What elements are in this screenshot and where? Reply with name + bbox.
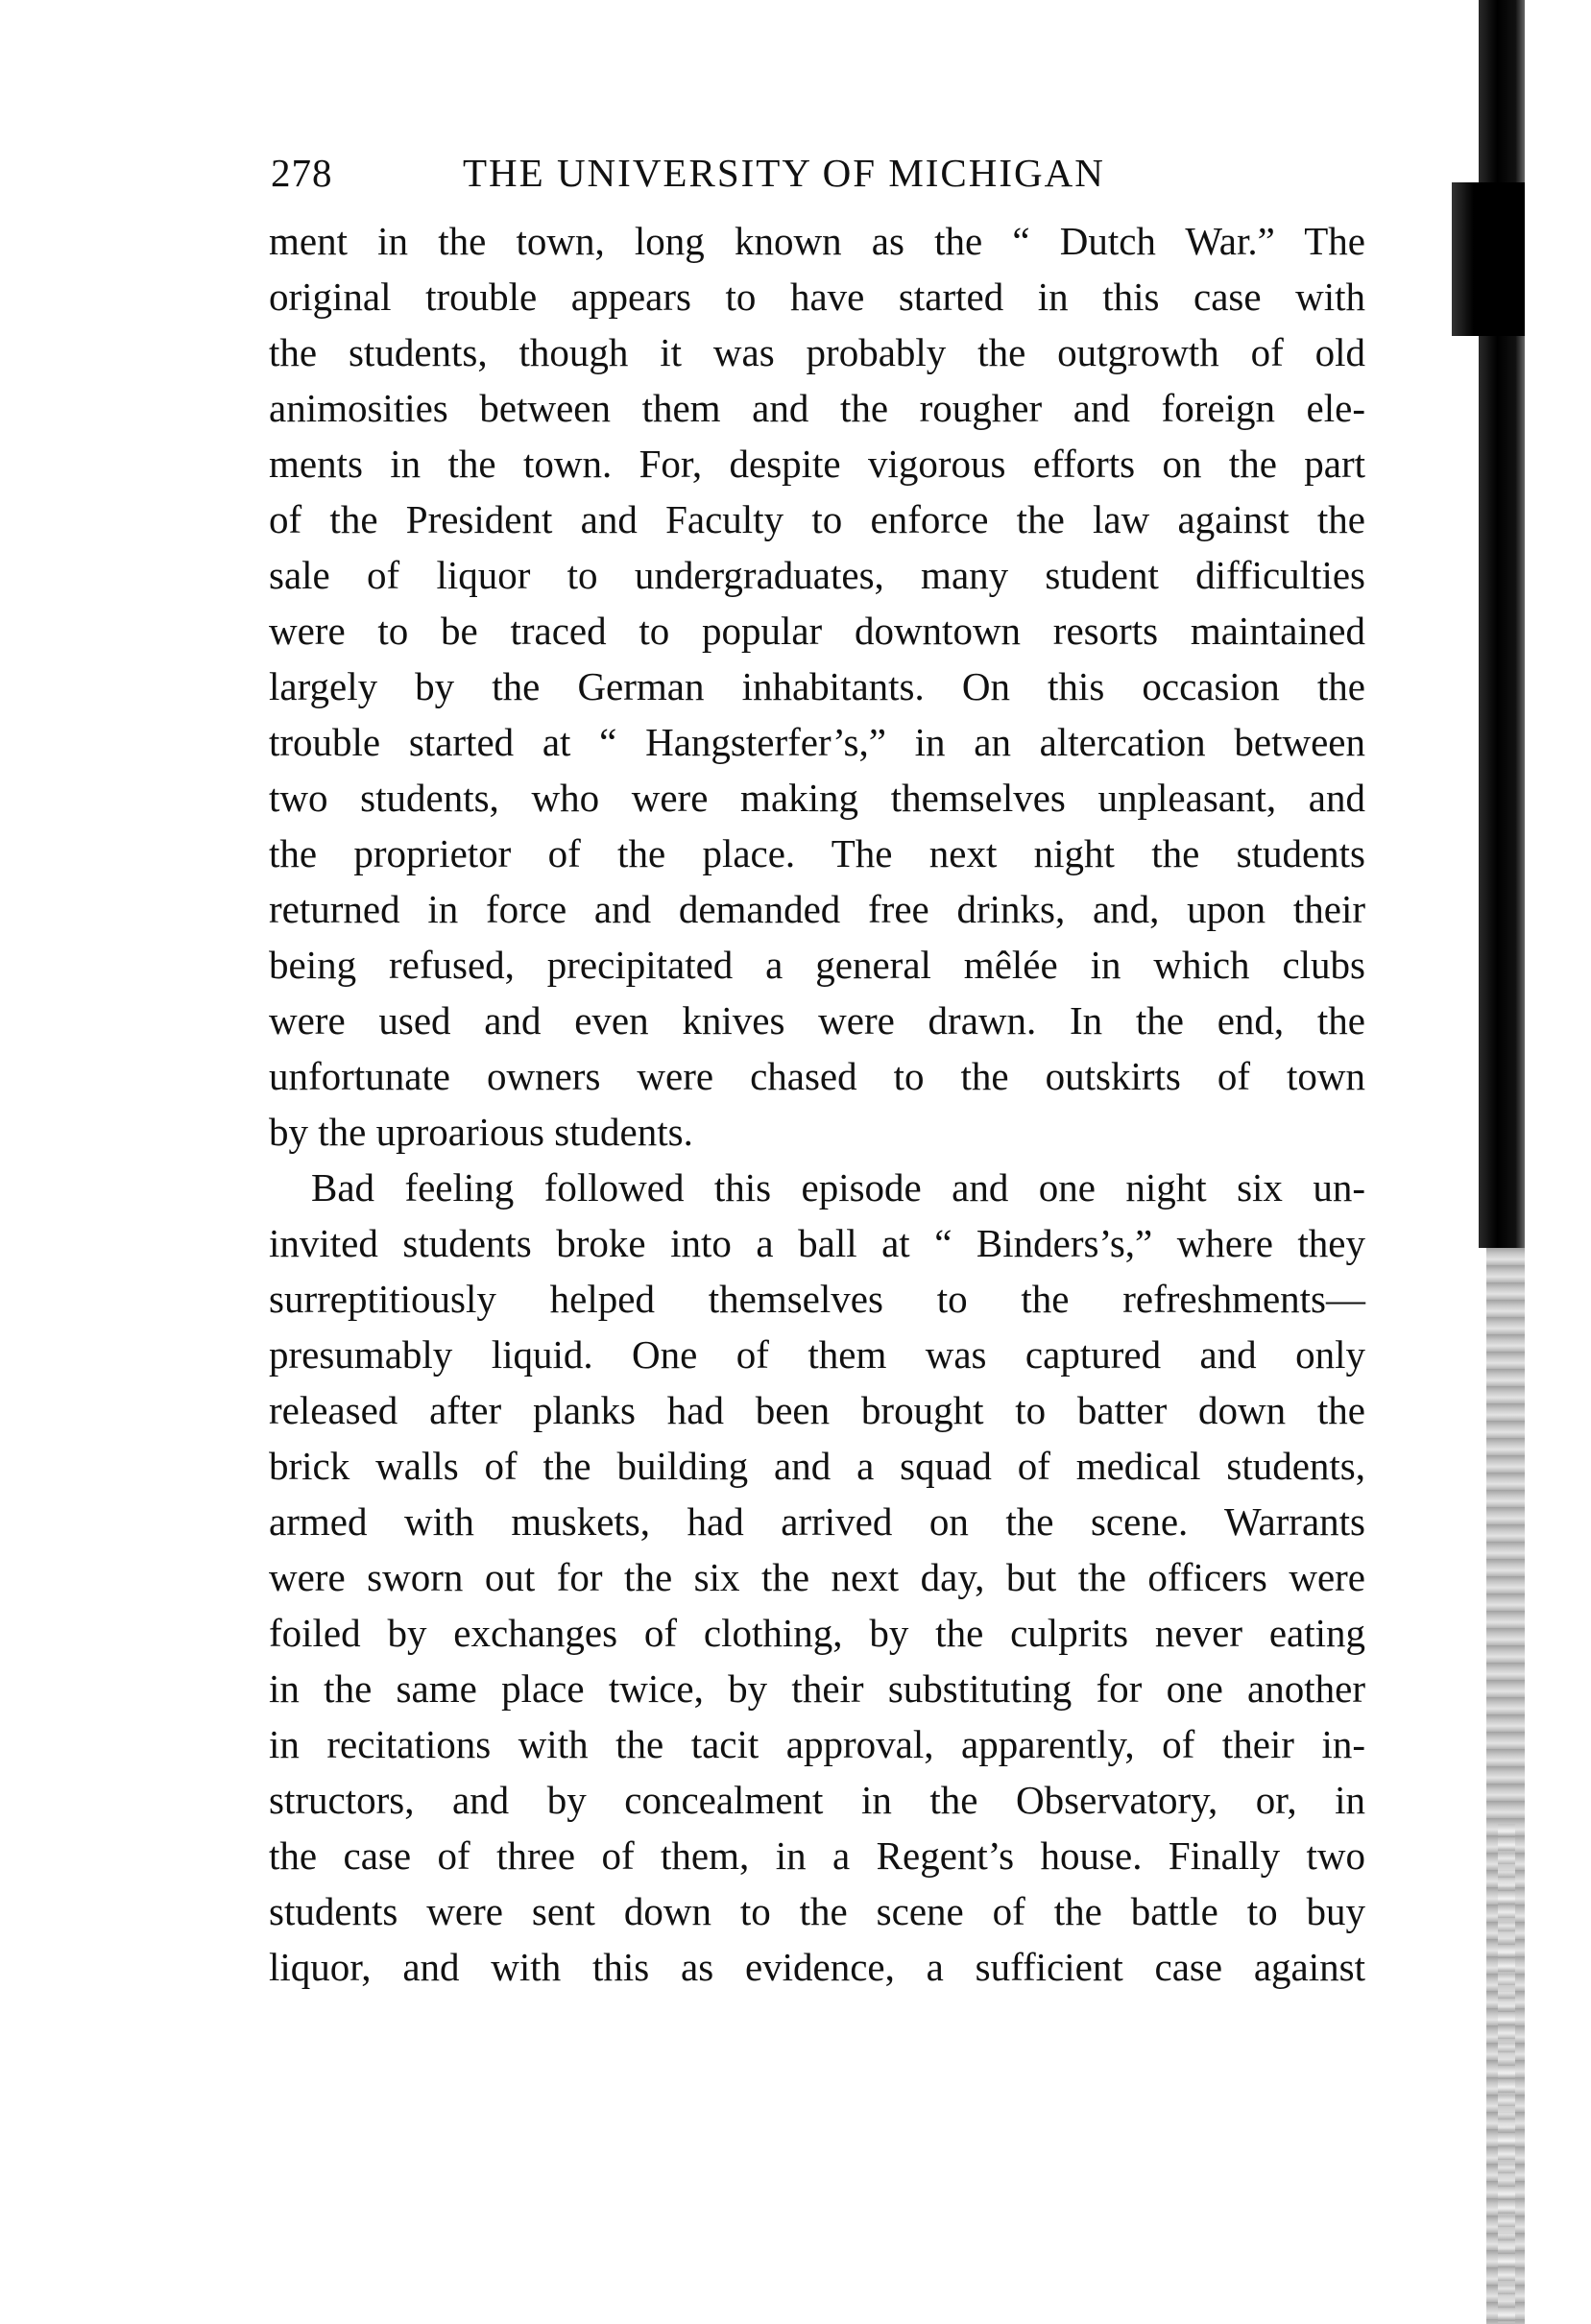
text-line: two students, who were making themselves unpleasant, and <box>269 776 1365 820</box>
text-line: were to be traced to popular downtown resorts maintained <box>269 609 1365 653</box>
text-line: in recitations with the tacit approval, apparently, of their in- <box>269 1722 1365 1766</box>
text-line: released after planks had been brought to batter down the <box>269 1388 1365 1432</box>
text-line: trouble started at “ Hangsterfer’s,” in an altercation between <box>269 720 1365 764</box>
paragraph-end-line: by the uproarious students. <box>269 1110 693 1154</box>
text-line: the students, though it was probably the outgrowth of old <box>269 330 1365 374</box>
text-line: were used and even knives were drawn. In the end, the <box>269 998 1365 1042</box>
text-line: presumably liquid. One of them was captured and only <box>269 1332 1365 1377</box>
text-line: largely by the German inhabitants. On this occasion the <box>269 664 1365 708</box>
text-line: the proprietor of the place. The next night the students <box>269 831 1365 875</box>
text-line: invited students broke into a ball at “ Binders’s,” where they <box>269 1221 1365 1265</box>
text-line: students were sent down to the scene of the battle to buy <box>269 1889 1365 1933</box>
text-line: were sworn out for the six the next day, but the officers were <box>269 1555 1365 1599</box>
text-line: foiled by exchanges of clothing, by the culprits never eating <box>269 1611 1365 1655</box>
text-line: being refused, precipitated a general mêlée in which clubs <box>269 943 1365 987</box>
text-line: unfortunate owners were chased to the outskirts of town <box>269 1054 1365 1098</box>
running-head <box>271 144 1365 202</box>
binding-shadow-block <box>1452 182 1525 336</box>
text-line: in the same place twice, by their substituting for one another <box>269 1666 1365 1711</box>
text-line: surreptitiously helped themselves to the refreshments— <box>269 1277 1365 1321</box>
text-line: the case of three of them, in a Regent’s house. Finally two <box>269 1833 1365 1878</box>
page-number: 278 <box>271 151 333 195</box>
text-line: ment in the town, long known as the “ Dutch War.” The <box>269 219 1365 263</box>
text-line: structors, and by concealment in the Observatory, or, in <box>269 1778 1365 1822</box>
text-line: of the President and Faculty to enforce the law against the <box>269 497 1365 541</box>
body-text <box>269 213 1365 1995</box>
text-line: animosities between them and the rougher and foreign ele- <box>269 386 1365 430</box>
text-line: returned in force and demanded free drinks, and, upon their <box>269 887 1365 931</box>
text-line: ments in the town. For, despite vigorous efforts on the part <box>269 442 1365 486</box>
paragraph-start-line: Bad feeling followed this episode and one night six un- <box>311 1165 1365 1210</box>
text-line: armed with muskets, had arrived on the scene. Warrants <box>269 1499 1365 1544</box>
binding-shadow-fade <box>1498 1824 1515 2323</box>
text-line: liquor, and with this as evidence, a sufficient case against <box>269 1945 1365 1989</box>
text-line: brick walls of the building and a squad of medical students, <box>269 1444 1365 1488</box>
text-line: original trouble appears to have started in this case with <box>269 275 1365 319</box>
text-line: sale of liquor to undergraduates, many student difficulties <box>269 553 1365 597</box>
book-title: THE UNIVERSITY OF MICHIGAN <box>463 151 1105 195</box>
